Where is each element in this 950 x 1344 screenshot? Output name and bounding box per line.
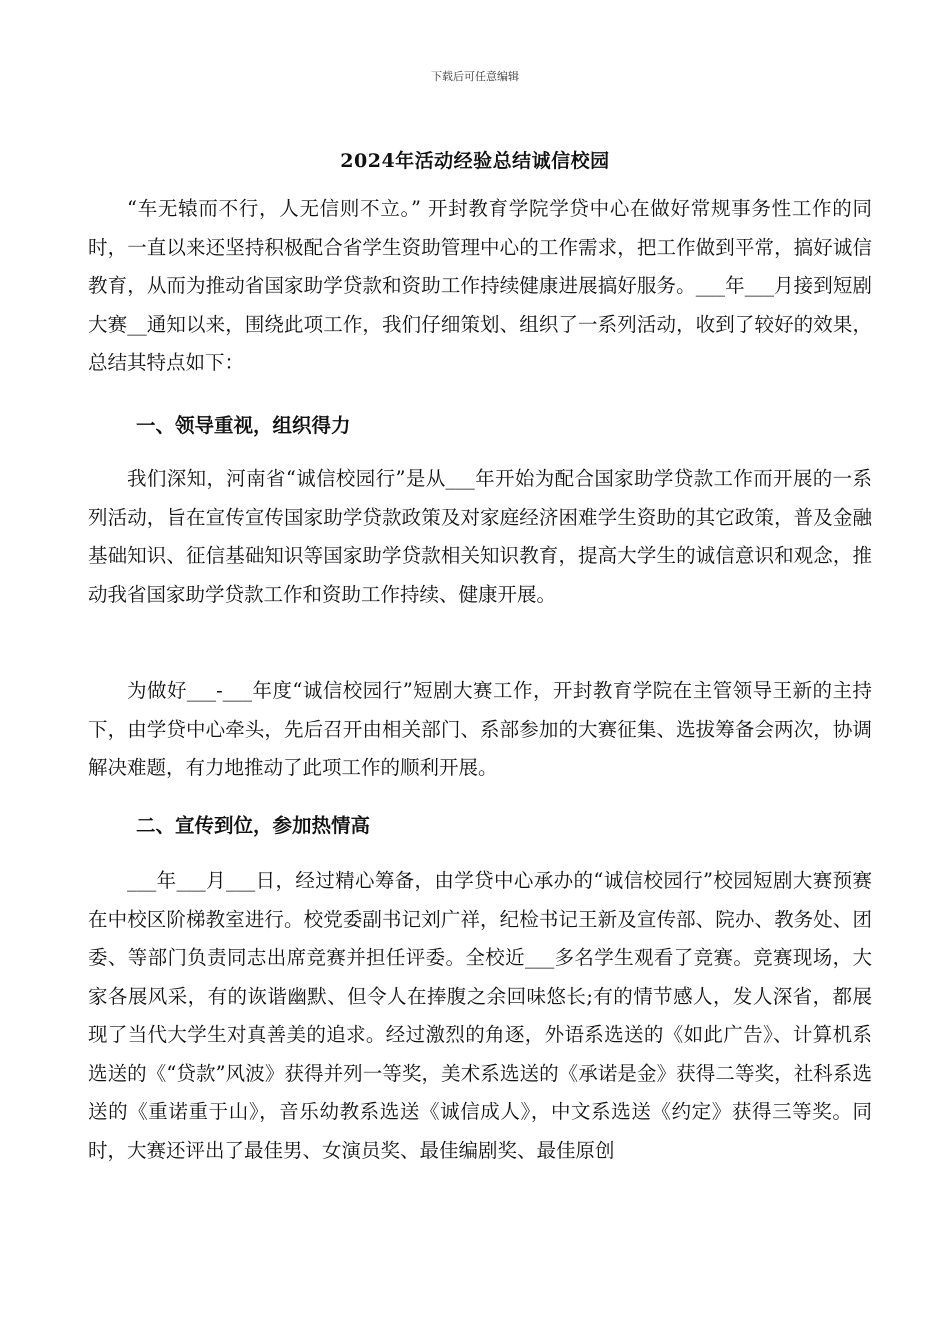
paragraph: 为做好___-___年度“诚信校园行”短剧大赛工作，开封教育学院在主管领导王新的主持下，由学贷中心牵头，先后召开由相关部门、系部参加的大赛征集、选拔筹备会两次，协调解决难题，有力地推动了此项工作的顺利开展。	[88, 679, 872, 779]
paragraph: “车无辕而不行，人无信则不立。” 开封教育学院学贷中心在做好常规事务性工作的同时，一直以来还坚持积极配合省学生资助管理中心的工作需求，把工作做到平常，搞好诚信教育，从而为推动省国家助学贷款和资助工作持续健康进展搞好服务。___年___月接到短剧大赛__通知以来，围绕此项工作，我们仔细策划、组织了一系列活动，收到了较好的效果，总结其特点如下：	[88, 197, 872, 374]
paragraph: ___年___月___日，经过精心筹备，由学贷中心承办的“诚信校园行”校园短剧大赛预赛在中校区阶梯教室进行。校党委副书记刘广祥，纪检书记王新及宣传部、院办、教务处、团委、等部门负责同志出席竞赛并担任评委。全校近___多名学生观看了竞赛。竞赛现场，大家各展风采，有的诙谐幽默、但令人在捧腹之余回味悠长;有的情节感人，发人深省，都展现了当代大学生对真善美的追求。经过激烈的角逐，外语系选送的《如此广告》、计算机系选送的《“贷款”风波》获得并列一等奖，美术系选送的《承诺是金》获得二等奖，社科系选送的《重诺重于山》，音乐幼教系选送《诚信成人》，中文系选送《约定》获得三等奖。同时，大赛还评出了最佳男、女演员奖、最佳编剧奖、最佳原创	[88, 869, 872, 1162]
intro-paragraph-block	[88, 190, 872, 383]
paragraph: 我们深知，河南省“诚信校园行”是从___年开始为配合国家助学贷款工作而开展的一系列活动，旨在宣传宣传国家助学贷款政策及对家庭经济困难学生资助的其它政策，普及金融基础知识、征信基础知识等国家助学贷款相关知识教育，提高大学生的诚信意识和观念，推动我省国家助学贷款工作和资助工作持续、健康开展。	[88, 467, 872, 606]
section-heading-1: 一、领导重视，组织得力	[136, 414, 351, 437]
section2-paragraph-block	[88, 862, 872, 1170]
section1-paragraph-block-2	[88, 672, 872, 788]
section1-paragraph-block-1	[88, 460, 872, 614]
page-header-note: 下载后可任意编辑	[431, 70, 519, 83]
document-title: 2024年活动经验总结诚信校园	[340, 150, 610, 172]
section-heading-2: 二、宣传到位，参加热情高	[136, 814, 371, 837]
